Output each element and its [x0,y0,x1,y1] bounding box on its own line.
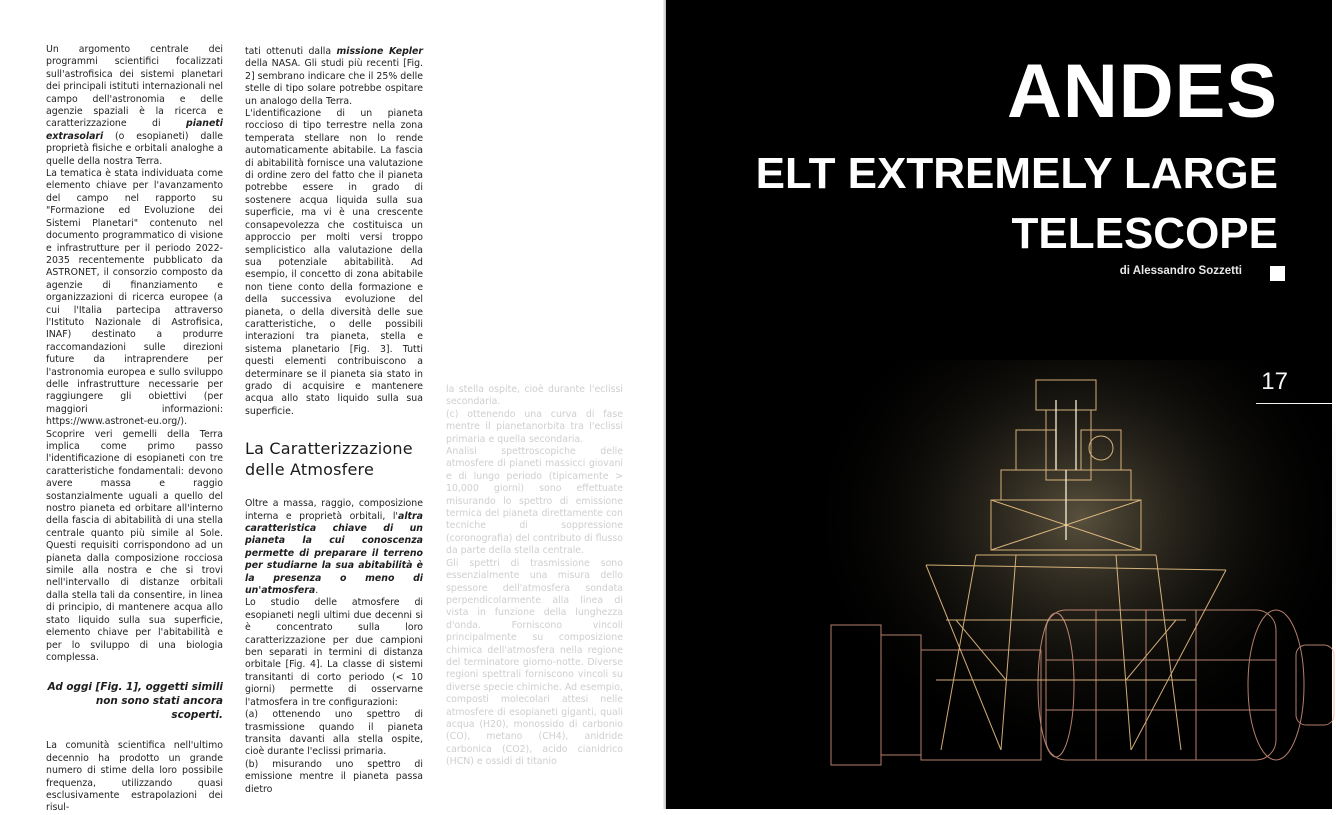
article-subtitle: ELT EXTREMELY LARGE TELESCOPE [755,149,1278,258]
paragraph: La comunità scientifica nell'ultimo decennio ha prodotto un grande numero di stime della loro possibile frequenza, utilizzando quasi esclusivamente estrapolazioni dei risul- [46,740,223,814]
text-run: tati ottenuti dalla [245,46,337,57]
paragraph: Scoprire veri gemelli della Terra implica come primo passo l'identificazione di esopianeti con tre caratteristiche fondamentali: devono avere massa e raggio sostanzialmente uguali a quello del nostro pianeta ed orbitare all'interno della fascia di abitabilità di una stella centrale quanto più simile al Sole. Questi requisiti corrispondono ad un pianeta dalla composizione rocciosa simile alla nostra e che si trovi nell'intervallo di distanze orbitali dalla stella tali da consentire, in linea di principio, di mantenere acqua allo stato liquido sulla sua superficie, elemento chiave per l'abitabilità e per lo sviluppo di una biologia complessa. [46,428,223,663]
paragraph: (a) ottenendo uno spettro di trasmissione quando il pianeta transita davanti alla stella ospite, cioè durante l'eclissi primaria. [245,709,423,758]
text-run: Un argomento centrale dei programmi scientifici focalizzati sull'astrofisica dei sistemi planetari dei principali istituti internazionali nel campo dell'astronomia e delle agenzie spaziali è la ricerca e caratterizzazione di [46,44,223,130]
paragraph [245,498,423,597]
emphasis: pianeti extrasolari [46,118,223,142]
paragraph: Gli spettri di trasmissione sono essenzialmente una misura dello spessore dell'atmosfera sondata perpendicolarmente alla linea di vista in funzione della lunghezza d'onda. Forniscono vincoli principalmente su composizione chimica dell'atmosfera nella regione del terminatore giorno-notte. Diverse regioni spettrali forniscono vincoli su diverse specie chimiche. Ad esempio, composti molecolari attesi nelle atmosfere di esopianeti giganti, quali acqua (H20), monossido di carbonio (CO), metano (CH4), anidride carbonica (CO2), acido cianidrico (HCN) e ossidi di titanio [446,557,623,768]
paragraph: (c) ottenendo una curva di fase mentre il pianetanorbita tra l'eclissi primaria e quella secondaria. [446,408,623,445]
text-column-2 [245,46,423,796]
paragraph: La tematica è stata individuata come elemento chiave per l'avanzamento del campo nel rapporto su "Formazione ed Evoluzione dei Sistemi Planetari" contenuto nel documento programmatico di visione e infrastrutture per il periodo 2022-2035 recentemente pubblicato da ASTRONET, il consorzio composto da agenzie di finanziamento e organizzazioni di ricerca europee (a cui l'Italia partecipa attraverso l'Istituto Nazionale di Astrofisica, INAF) destinato a produrre raccomandazioni sulle direzioni future da intraprendere per l'astronomia europea e sullo sviluppo delle infrastrutture necessarie per raggiungere gli obiettivi (per maggiori informazioni: https://www.astronet-eu.org/). [46,168,223,428]
paragraph: la stella ospite, cioè durante l'eclissi secondaria. [446,384,623,408]
paragraph [46,44,223,168]
text-column-3 [446,384,623,769]
section-heading: La Caratterizzazione delle Atmosfere [245,439,413,480]
paragraph [245,46,423,108]
pull-quote: Ad oggi [Fig. 1], oggetti simili non sono stati ancora scoperti. [47,681,223,722]
emphasis: missione Kepler [336,46,424,57]
paragraph: Analisi spettroscopiche delle atmosfere di pianeti massicci giovani e di lungo periodo (tipicamente > 10,000 giorni) sono effettuate misurando lo spettro di emissione termica del pianeta direttamente con tecniche di soppressione (coronografia) del contributo di flusso da parte della stella centrale. [446,446,623,557]
text-column-1 [46,44,223,815]
text-run: . [315,585,319,597]
right-page [446,0,1332,809]
text-run: Oltre a massa, raggio, composizione interna e proprietà orbitali, l' [245,498,423,522]
author-byline: di Alessandro Sozzetti [1119,265,1242,277]
telescope-wireframe-illustration [826,360,1336,810]
paragraph: Lo studio delle atmosfere di esopianeti negli ultimi due decenni si è concentrato sulla loro caratterizzazione per due campioni ben separati in termini di distanza orbitale [Fig. 4]. La classe di sistemi transitanti di corto periodo (< 10 giorni) permette di osservarne l'atmosfera in tre configurazioni: [245,597,423,708]
emphasis: altra caratteristica chiave di un pianeta la cui conoscenza permette di preparare il terreno per studiarne la sua abitabilità è la presenza o meno di un'atmosfera [245,510,423,597]
paragraph: L'identificazione di un pianeta roccioso di tipo terrestre nella zona temperata stellare non lo rende automaticamente abitabile. La fascia di abitabilità fornisce una valutazione di ordine zero del fatto che il pianeta potrebbe essere in grado di sostenere acqua liquida sulla sua superficie, ma vi è una crescente consapevolezza che costituisca un approccio per molti versi troppo semplicistico alla valutazione della sua potenziale abitabilità. Ad esempio, il concetto di zona abitabile non tiene conto della formazione e della successiva evoluzione del pianeta, o della diversità delle sue caratteristiche, o delle possibili interazioni tra pianeta, stella e sistema planetario [Fig. 3]. Tutti questi elementi contribuiscono a determinare se il pianeta sia stato in grado di acquisire e mantenere acqua allo stato liquido sulla sua superficie. [245,108,423,417]
article-title: ANDES [1006,49,1278,134]
paragraph: (b) misurando uno spettro di emissione mentre il pianeta passa dietro [245,758,423,795]
square-marker-icon [1270,266,1285,281]
text-run: della NASA. Gli studi più recenti [Fig. 2] sembrano indicare che il 25% delle stelle di tipo solare potrebbe ospitare un analogo della Terra. [245,58,423,107]
text-run: (o esopianeti) dalle proprietà fisiche e orbitali analoghe a quelle della nostra Terra. [46,130,223,167]
